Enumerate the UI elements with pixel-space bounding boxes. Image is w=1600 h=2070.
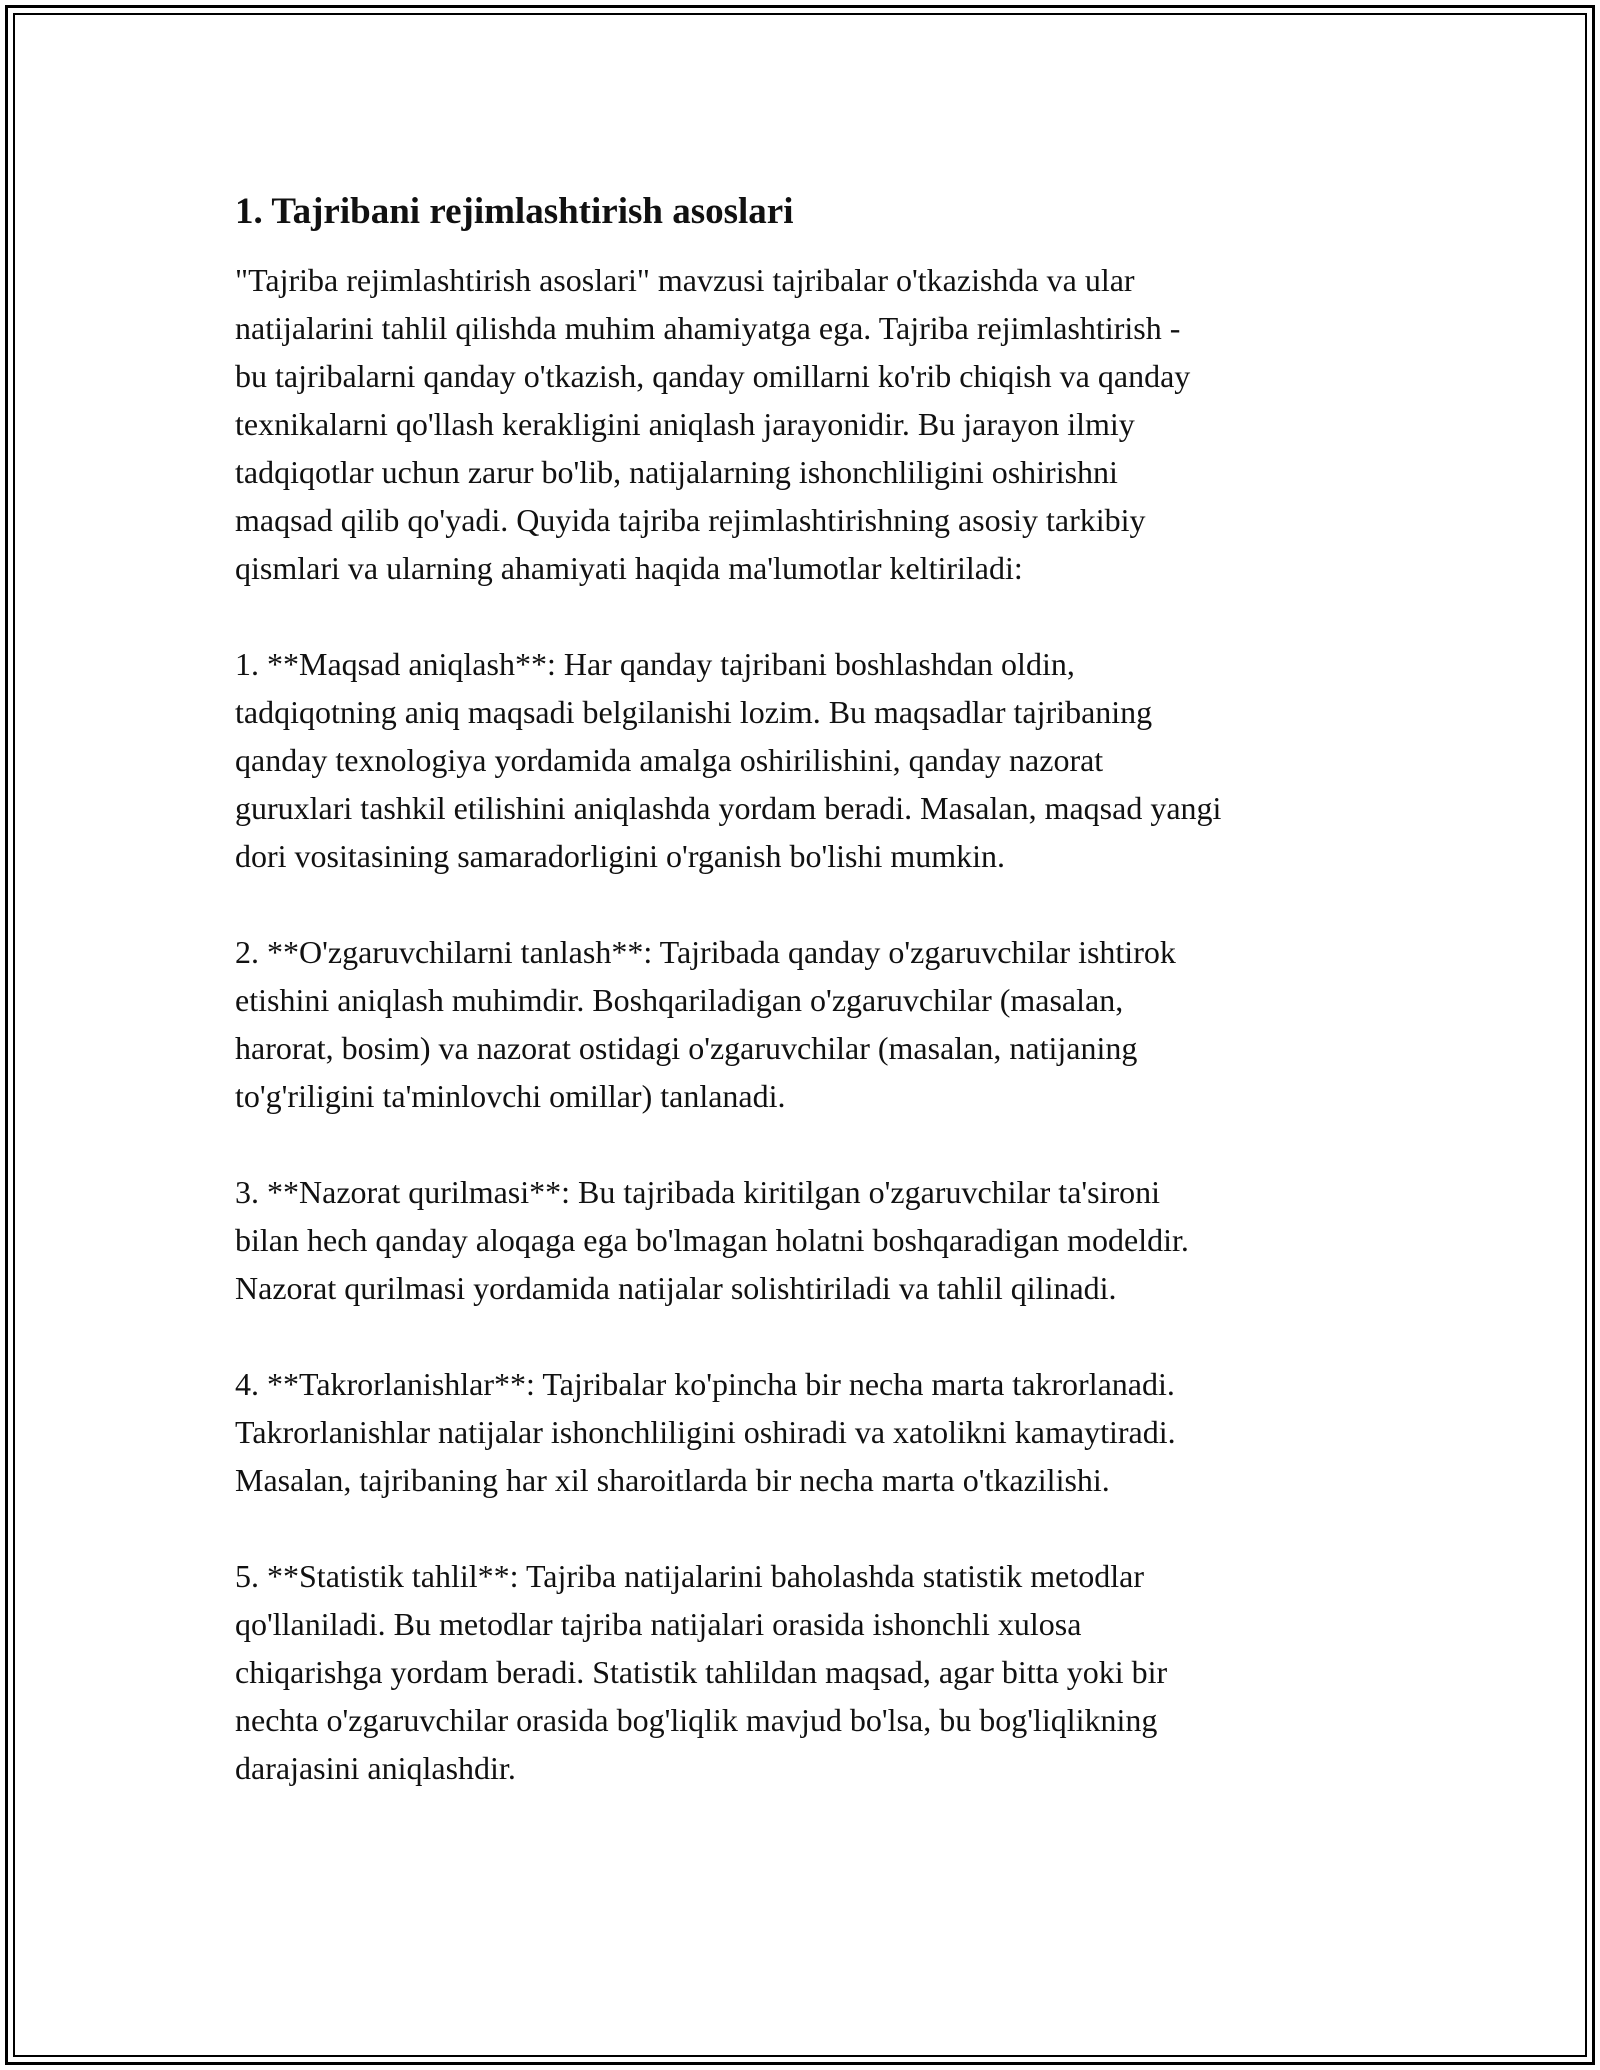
paragraph-statistik-tahlil: 5. **Statistik tahlil**: Tajriba natijalarini baholashda statistik metodlar qo'llaniladi. Bu metodlar tajriba natijalari orasida ishonchli xulosa chiqarishga yordam beradi. Statistik tahlildan maqsad, agar bitta yoki bir nechta o'zgaruvchilar orasida bog'liqlik mavjud bo'lsa, bu bog'liqlikning darajasini aniqlashdir. [235,1558,1168,1786]
paragraph-nazorat-qurilmasi: 3. **Nazorat qurilmasi**: Bu tajribada kiritilgan o'zgaruvchilar ta'sironi bilan hech qanday aloqaga ega bo'lmagan holatni boshqaradigan modeldir. Nazorat qurilmasi yordamida natijalar solishtiriladi va tahlil qilinadi. [235,1174,1189,1306]
paragraph-takrorlanishlar: 4. **Takrorlanishlar**: Tajribalar ko'pincha bir necha marta takrorlanadi. Takrorlanishlar natijalar ishonchliligini oshiradi va xatolikni kamaytiradi. Masalan, tajribaning har xil sharoitlarda bir necha marta o'tkazilishi. [235,1366,1176,1498]
paragraph-ozgaruvchilarni-tanlash: 2. **O'zgaruvchilarni tanlash**: Tajribada qanday o'zgaruvchilar ishtirok etishini aniqlash muhimdir. Boshqariladigan o'zgaruvchilar (masalan, harorat, bosim) va nazorat ostidagi o'zgaruvchilar (masalan, natijaning to'g'riligini ta'minlovchi omillar) tanlanadi. [235,934,1176,1114]
intro-paragraph: "Tajriba rejimlashtirish asoslari" mavzusi tajribalar o'tkazishda va ular natijalarini tahlil qilishda muhim ahamiyatga ega. Tajriba rejimlashtirish - bu tajribalarni qanday o'tkazish, qanday omillarni ko'rib chiqish va qanday texnikalarni qo'llash kerakligini aniqlash jarayonidir. Bu jarayon ilmiy tadqiqotlar uchun zarur bo'lib, natijalarning ishonchliligini oshirishni maqsad qilib qo'yadi. Quyida tajriba rejimlashtirishning asosiy tarkibiy qismlari va ularning ahamiyati haqida ma'lumotlar keltiriladi: [235,262,1191,586]
document-title: 1. Tajribani rejimlashtirish asoslari [235,191,794,232]
document-body [235,186,1385,1792]
paragraph-maqsad-aniqlash: 1. **Maqsad aniqlash**: Har qanday tajribani boshlashdan oldin, tadqiqotning aniq maqsadi belgilanishi lozim. Bu maqsadlar tajribaning qanday texnologiya yordamida amalga oshirilishini, qanday nazorat guruxlari tashkil etilishini aniqlashda yordam beradi. Masalan, maqsad yangi dori vositasining samaradorligini o'rganish bo'lishi mumkin. [235,646,1222,874]
